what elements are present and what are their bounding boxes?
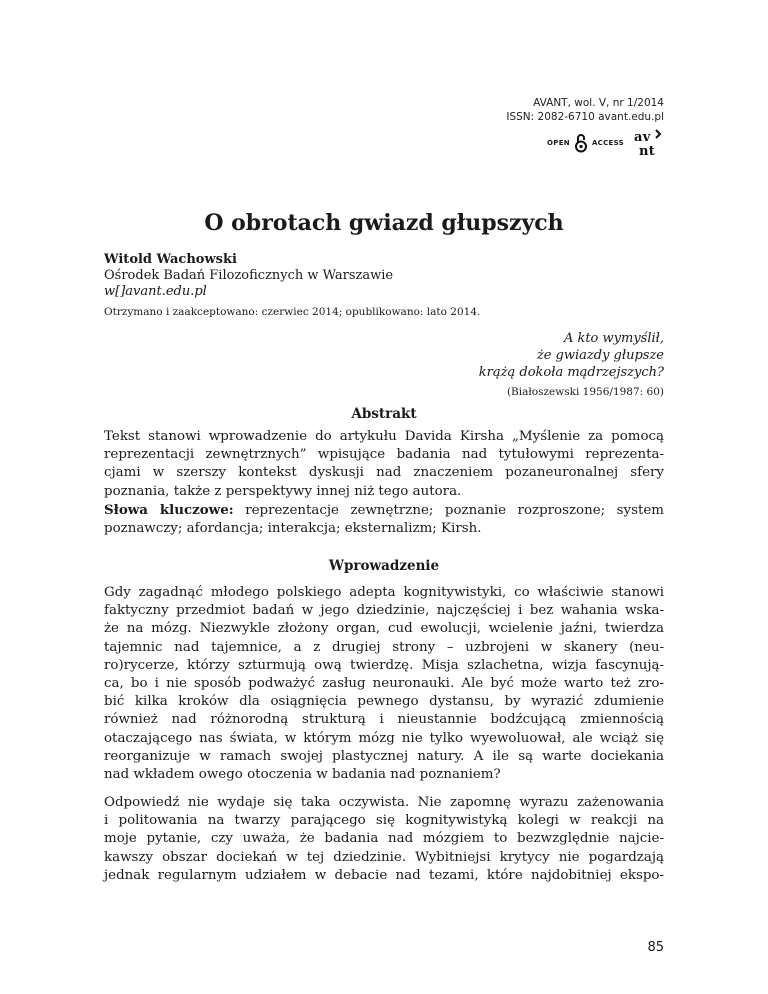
text-line: moje pytanie, czy uważa, że badania nad mózgiem to bezwzględnie najcie- [104, 831, 664, 847]
text-line: tajemnic nad tajemnice, a z drugiej strony – uzbrojeni w skanery (neu- [104, 639, 664, 655]
motto-quote [479, 330, 664, 401]
intro-paragraph-2 [104, 794, 664, 885]
text-line: i politowania na twarzy parającego się kognitywistyką kolegi w reakcji na [104, 813, 664, 829]
open-access-lock-icon [574, 133, 588, 153]
journal-header [506, 96, 664, 124]
text-line: kawszy obszar dociekań w tej dziedzinie. Wybitniejsi krytycy nie pogardzają [104, 849, 664, 865]
page-number: 85 [647, 940, 664, 955]
text-line: jednak regularnym udziałem w debacie nad tezami, które najdobitniej ekspo- [104, 867, 664, 883]
keywords-line [104, 501, 664, 520]
open-access-right-label: ACCESS [591, 139, 624, 147]
text-line: faktyczny przedmiot badań w jego dziedzinie, najczęściej i bez wahania wska- [104, 603, 664, 619]
text-line: że na mózg. Niezwykle złożony organ, cud ewolucji, wcielenie jaźni, twierdza [104, 621, 664, 637]
intro-heading: Wprowadzenie [328, 558, 440, 574]
open-access-left-label: OPEN [547, 139, 570, 147]
keywords-label: Słowa kluczowe: [104, 501, 234, 518]
journal-logos [547, 128, 664, 158]
text-line: poznawczy; afordancja; interakcja; eksternalizm; Kirsh. [104, 521, 482, 537]
journal-issn: ISSN: 2082-6710 avant.edu.pl [506, 111, 664, 123]
author-name: Witold Wachowski [104, 252, 237, 267]
abstract-heading: Abstrakt [351, 406, 417, 422]
avant-logo-icon [634, 128, 664, 158]
intro-paragraph-1 [104, 584, 664, 784]
text-line: nad wkładem owego otoczenia w badania nad poznaniem? [104, 767, 501, 783]
text-line: ca, bo i nie sposób podważyć zasług neuronauki. Ale być może warto też zro- [104, 676, 664, 692]
text-line: otaczającego nas świata, w którym mózg nie tylko wyewoluował, ale wciąż się [104, 730, 664, 746]
text-line: ro)rycerze, którzy szturmują ową twierdzę. Misja szlachetna, wizja fascynują- [104, 657, 664, 673]
motto-source: (Białoszewski 1956/1987: 60) [506, 386, 664, 398]
text-line: Tekst stanowi wprowadzenie do artykułu Davida Kirsha „Myślenie za pomocą [104, 429, 664, 444]
text-line: reorganizuje w ramach swojej plastycznej natury. A ile są warte dociekania [104, 748, 664, 764]
text-line: Gdy zagadnąć młodego polskiego adepta kognitywistyki, co właściwie stanowi [104, 585, 664, 600]
motto-line: A kto wymyślił, [563, 331, 664, 346]
article-title: O obrotach gwiazd głupszych [204, 210, 564, 236]
text-line: bić kilka kroków dla osiągnięcia pewnego dystansu, by wyrazić zdumienie [104, 694, 664, 710]
text-line: Odpowiedź nie wydaje się taka oczywista. Nie zapomnę wyrazu zażenowania [104, 795, 664, 810]
svg-text:nt: nt [639, 144, 656, 158]
journal-volume: AVANT, wol. V, nr 1/2014 [533, 97, 664, 109]
text-line: poznania, także z perspektywy innej niż tego autora. [104, 483, 462, 499]
keywords-text: reprezentacje zewnętrzne; poznanie rozproszone; system [233, 502, 664, 518]
received-date: Otrzymano i zaakceptowano: czerwiec 2014; opublikowano: lato 2014. [104, 306, 481, 318]
abstract-text [104, 428, 664, 538]
svg-text:av: av [634, 130, 651, 145]
author-block [104, 252, 480, 320]
text-line: cjami w szerszy kontekst dyskusji nad znaczeniem pozaneuronalnej sfery [104, 465, 664, 481]
author-affiliation: Ośrodek Badań Filozoficznych w Warszawie [104, 268, 394, 283]
author-email: w[]avant.edu.pl [104, 284, 207, 299]
motto-line: krążą dokoła mądrzejszych? [478, 365, 664, 380]
text-line: reprezentacji zewnętrznych” wpisujące badania nad tytułowymi reprezenta- [104, 447, 664, 463]
motto-line: że gwiazdy głupsze [536, 348, 664, 363]
text-line: również nad różnorodną strukturą i nieustannie bodźcującą zmiennością [104, 712, 664, 728]
